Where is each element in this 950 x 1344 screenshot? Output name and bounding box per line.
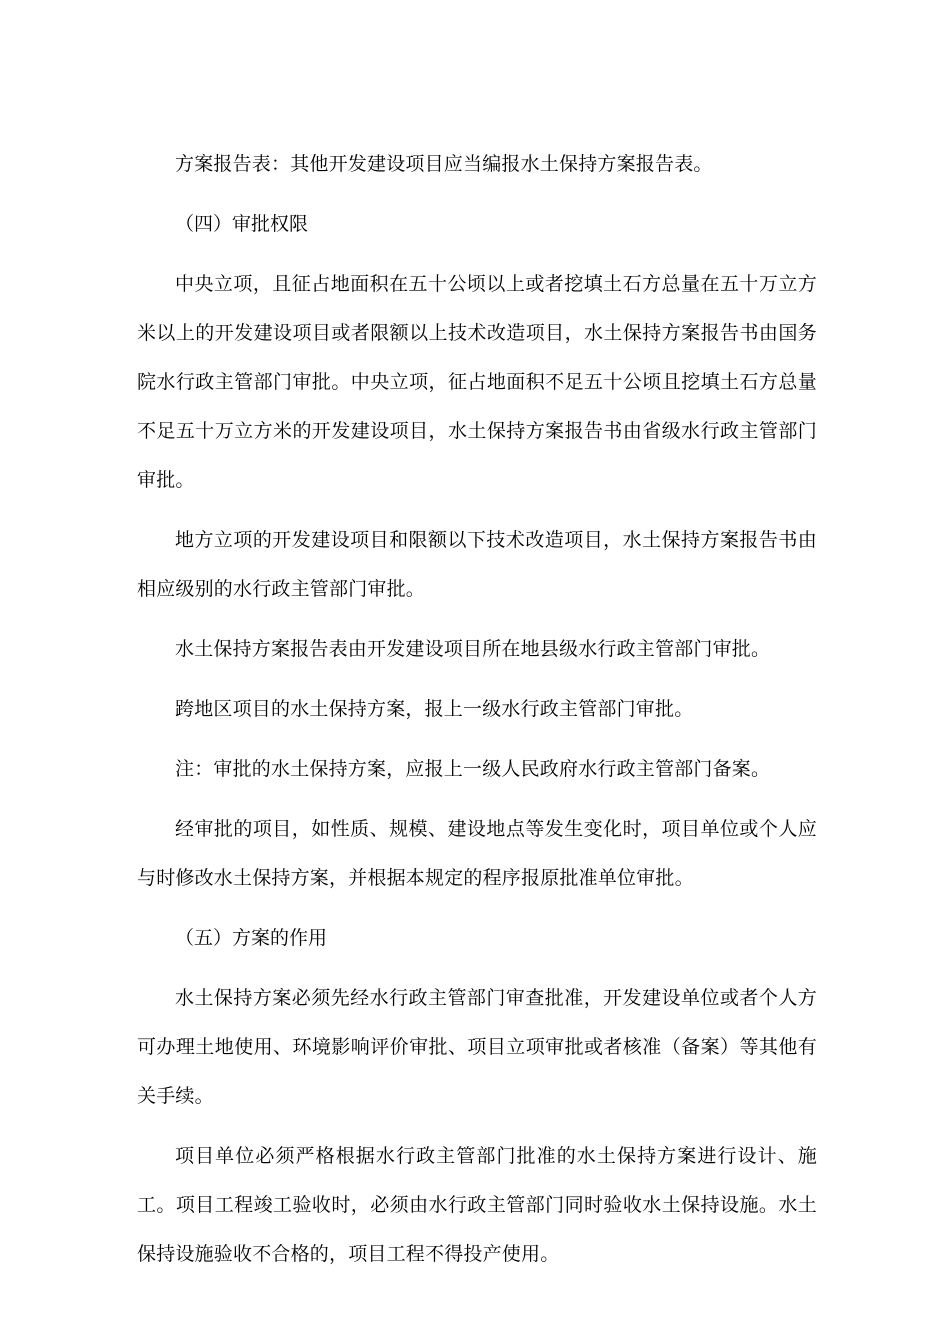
section-heading-plan-role: （五）方案的作用 — [175, 927, 328, 949]
paragraph-report-form: 方案报告表：其他开发建设项目应当编报水土保持方案报告表。 — [175, 153, 713, 175]
paragraph-cross-region: 跨地区项目的水土保持方案，报上一级水行政主管部门审批。 — [175, 698, 694, 720]
paragraph-note: 注：审批的水土保持方案，应报上一级人民政府水行政主管部门备案。 — [175, 758, 771, 780]
paragraph-central-projects: 中央立项，且征占地面积在五十公顷以上或者挖填土石方总量在五十万立方米以上的开发建设项目或者限额以上技术改造项目，水土保持方案报告书由国务院水行政主管部门审批。中央立项，征占地面积不足五十公顷且挖填土石方总量不足五十万立方米的开发建设项目，水土保持方案报告书由省级水行政主管部门审批。 — [137, 273, 817, 491]
paragraph-changes: 经审批的项目，如性质、规模、建设地点等发生变化时，项目单位或个人应与时修改水土保持方案，并根据本规定的程序报原批准单位审批。 — [137, 818, 817, 889]
paragraph-county-approval: 水土保持方案报告表由开发建设项目所在地县级水行政主管部门审批。 — [175, 638, 771, 660]
document-body — [137, 140, 817, 1290]
section-heading-approval-authority: （四）审批权限 — [175, 213, 309, 235]
paragraph-implementation: 项目单位必须严格根据水行政主管部门批准的水土保持方案进行设计、施工。项目工程竣工验收时，必须由水行政主管部门同时验收水土保持设施。水土保持设施验收不合格的，项目工程不得投产使用。 — [137, 1145, 817, 1265]
paragraph-prerequisite: 水土保持方案必须先经水行政主管部门审查批准，开发建设单位或者个人方可办理土地使用、环境影响评价审批、项目立项审批或者核准（备案）等其他有关手续。 — [137, 987, 817, 1107]
paragraph-local-projects: 地方立项的开发建设项目和限额以下技术改造项目，水土保持方案报告书由相应级别的水行政主管部门审批。 — [137, 529, 817, 600]
